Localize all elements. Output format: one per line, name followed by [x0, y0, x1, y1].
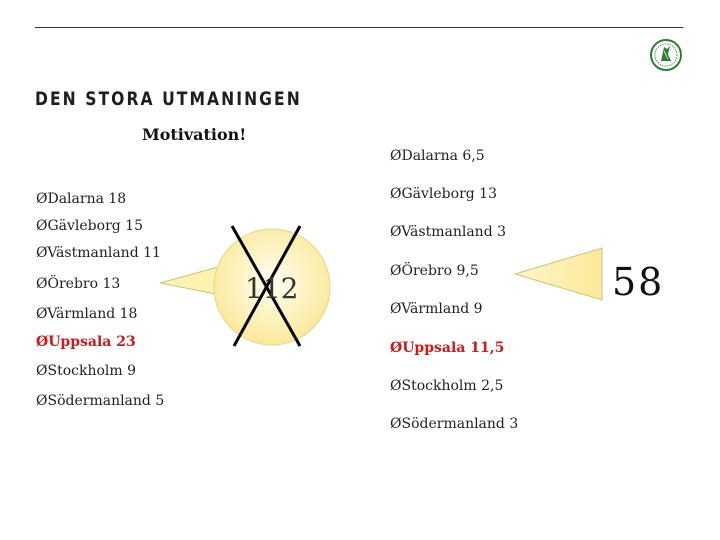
- bullet-arrow-icon: Ø: [390, 148, 402, 164]
- bullet-arrow-icon: Ø: [36, 245, 48, 261]
- bullet-arrow-icon: Ø: [36, 363, 48, 379]
- bullet-arrow-icon: Ø: [390, 224, 402, 240]
- right-item-text: Gävleborg 13: [401, 186, 497, 202]
- right-arrow-shape: [515, 248, 602, 300]
- center-total-value: 112: [245, 272, 299, 305]
- left-list-item: [36, 276, 120, 292]
- right-item-text: Dalarna 6,5: [401, 148, 485, 164]
- right-total-value: 58: [612, 260, 665, 304]
- left-list-item: [36, 245, 161, 261]
- left-item-text: Södermanland 5: [47, 393, 165, 409]
- bullet-arrow-icon: Ø: [390, 186, 402, 202]
- left-item-text: Västmanland 11: [47, 245, 161, 261]
- right-item-text: Örebro 9,5: [401, 263, 479, 279]
- right-list-item: [390, 224, 506, 240]
- left-list-item: [36, 306, 137, 322]
- right-list-item: [390, 148, 485, 164]
- page-title: DEN STORA UTMANINGEN: [35, 88, 302, 110]
- left-list-item: [36, 191, 126, 207]
- left-item-text: Värmland 18: [47, 306, 138, 322]
- bullet-arrow-icon: Ø: [390, 416, 402, 432]
- left-item-text: Uppsala 23: [48, 334, 136, 350]
- bullet-arrow-icon: Ø: [36, 218, 48, 234]
- bullet-arrow-icon: Ø: [36, 306, 48, 322]
- right-item-text: Stockholm 2,5: [401, 378, 504, 394]
- left-item-text: Dalarna 18: [47, 191, 127, 207]
- left-list-item: [36, 363, 136, 379]
- bullet-arrow-icon: Ø: [390, 340, 403, 356]
- bullet-arrow-icon: Ø: [390, 378, 402, 394]
- bullet-arrow-icon: Ø: [36, 393, 48, 409]
- right-list-item: [390, 416, 518, 432]
- right-list-item: [390, 378, 503, 394]
- right-item-text: Uppsala 11,5: [402, 340, 505, 356]
- right-list-item: [390, 263, 479, 279]
- bullet-arrow-icon: Ø: [390, 263, 402, 279]
- left-item-text: Stockholm 9: [47, 363, 137, 379]
- right-item-text: Värmland 9: [401, 301, 483, 317]
- left-item-text: Örebro 13: [47, 276, 121, 292]
- bullet-arrow-icon: Ø: [36, 276, 48, 292]
- right-item-text: Västmanland 3: [401, 224, 507, 240]
- left-list-item-highlight: [36, 334, 136, 350]
- bullet-arrow-icon: Ø: [36, 191, 48, 207]
- left-item-text: Gävleborg 15: [47, 218, 143, 234]
- bullet-arrow-icon: Ø: [390, 301, 402, 317]
- page-subtitle: Motivation!: [142, 125, 247, 144]
- right-list-item: [390, 186, 497, 202]
- bullet-arrow-icon: Ø: [36, 334, 49, 350]
- left-list-item: [36, 393, 164, 409]
- right-item-text: Södermanland 3: [401, 416, 519, 432]
- left-list-item: [36, 218, 143, 234]
- right-list-item: [390, 301, 483, 317]
- right-list-item-highlight: [390, 340, 504, 356]
